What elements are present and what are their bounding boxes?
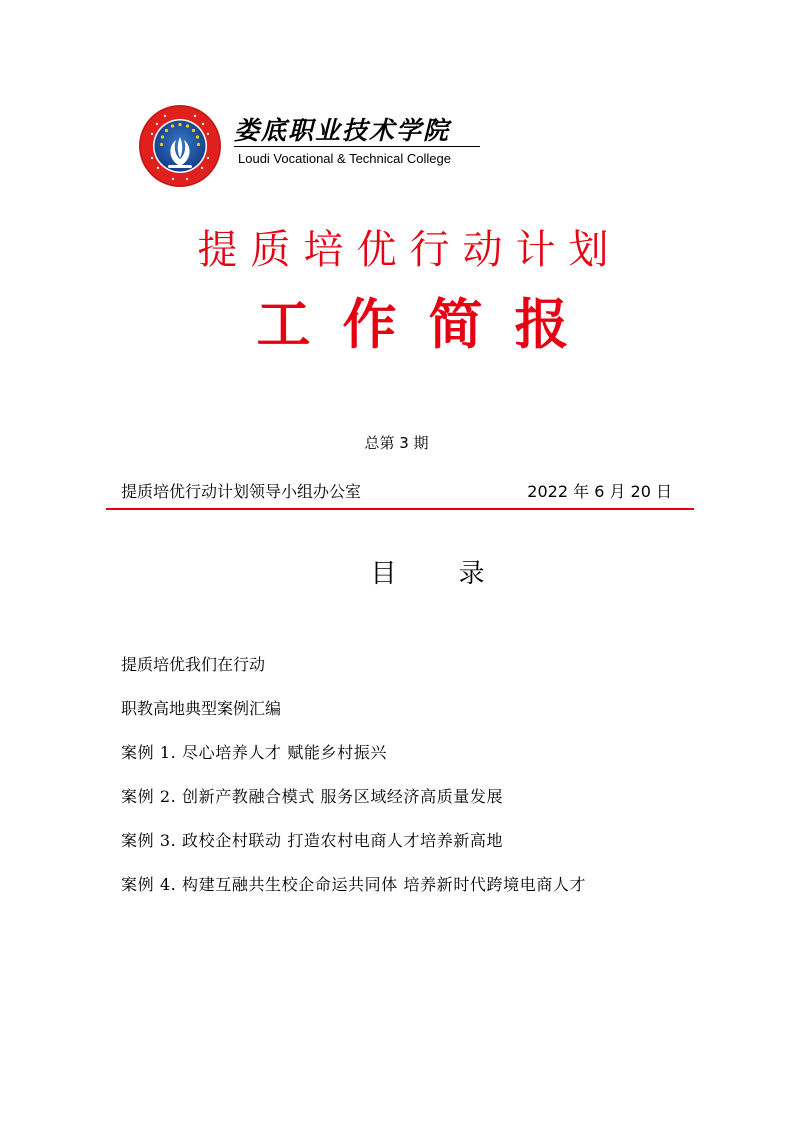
header-divider [106, 508, 694, 510]
college-name-cn: 娄底职业技术学院 [234, 116, 451, 145]
toc-case-1: 案例 1. 尽心培养人才 赋能乡村振兴 [121, 743, 387, 762]
college-name-en: Loudi Vocational & Technical College [238, 151, 451, 166]
issuing-office: 提质培优行动计划领导小组办公室 [121, 482, 362, 501]
report-title-line1: 提质培优行动计划 [197, 227, 622, 273]
college-seal-icon [138, 104, 222, 188]
toc-case-3: 案例 3. 政校企村联动 打造农村电商人才培养新高地 [121, 831, 504, 850]
toc-title: 目录 [370, 559, 547, 589]
report-title-line2: 工作简报 [256, 293, 601, 356]
toc-section-2: 职教高地典型案例汇编 [121, 699, 282, 718]
toc-case-4: 案例 4. 构建互融共生校企命运共同体 培养新时代跨境电商人才 [121, 875, 587, 894]
college-name-divider [234, 146, 480, 147]
toc-case-2: 案例 2. 创新产教融合模式 服务区域经济高质量发展 [121, 787, 504, 806]
issue-date: 2022 年 6 月 20 日 [527, 482, 672, 501]
issue-number: 总第 3 期 [364, 434, 429, 452]
toc-section-1: 提质培优我们在行动 [121, 655, 266, 674]
